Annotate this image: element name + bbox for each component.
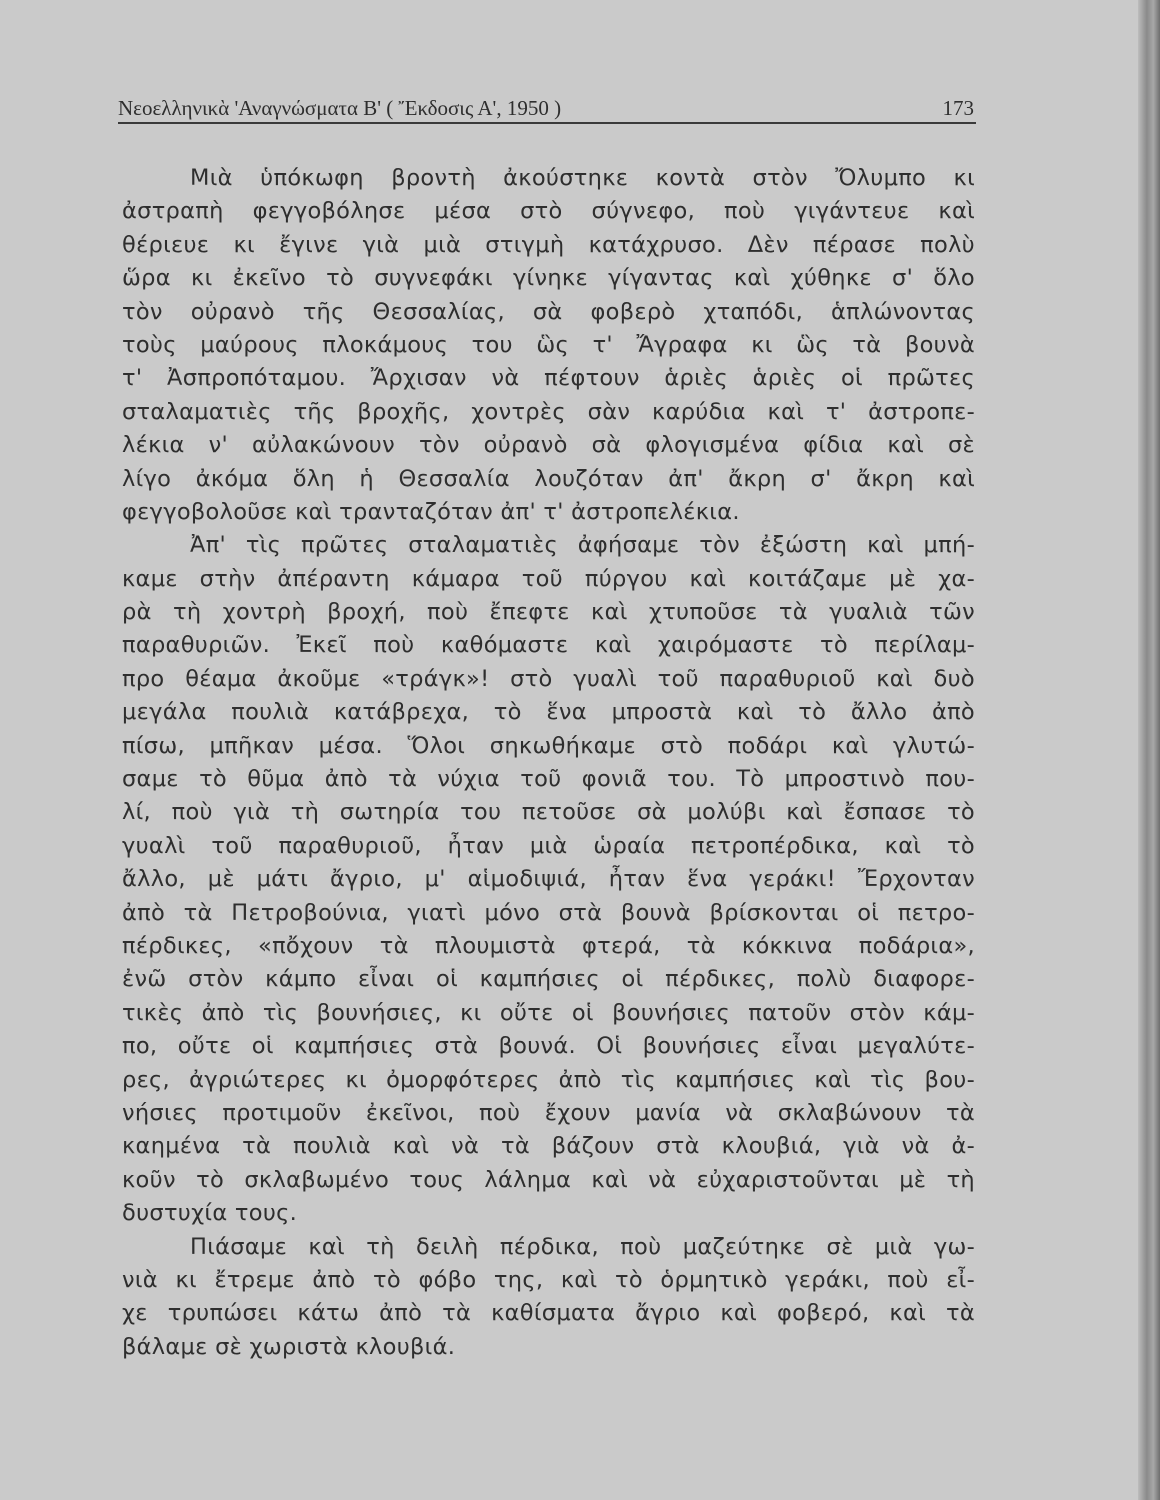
paragraph [122,162,975,529]
text-line: πο, οὔτε οἱ καμπήσιες στὰ βουνά. Οἱ βουνήσιες εἶναι μεγαλύτε- [122,1033,975,1060]
text-line: καμε στὴν ἀπέραντη κάμαρα τοῦ πύργου καὶ κοιτάζαμε μὲ χα- [122,565,975,592]
text-line: μεγάλα πουλιὰ κατάβρεχα, τὸ ἕνα μπροστὰ καὶ τὸ ἄλλο ἀπὸ [122,699,975,726]
text-line: Μιὰ ὑπόκωφη βροντὴ ἀκούστηκε κοντὰ στὸν Ὄλυμπο κι [190,165,975,191]
text-line: ρὰ τὴ χοντρὴ βροχή, ποὺ ἔπεφτε καὶ χτυποῦσε τὰ γυαλιὰ τῶν [122,599,975,626]
text-line: κοῦν τὸ σκλαβωμένο τους λάλημα καὶ νὰ εὐχαριστοῦνται μὲ τὴ [122,1166,975,1193]
text-line: γυαλὶ τοῦ παραθυριοῦ, ἦταν μιὰ ὡραία πετροπέρδικα, καὶ τὸ [122,832,975,859]
running-header [118,96,976,124]
text-line: λέκια ν' αὐλακώνουν τὸν οὐρανὸ σὰ φλογισμένα φίδια καὶ σὲ [122,432,975,459]
text-line: πέρδικες, «πὄχουν τὰ πλουμιστὰ φτερά, τὰ κόκκινα ποδάρια», [122,932,975,959]
text-line: τ' Ἀσπροπόταμου. Ἄρχισαν νὰ πέφτουν ἁριὲς ἁριὲς οἱ πρῶτες [122,365,975,392]
text-line: σαμε τὸ θῦμα ἀπὸ τὰ νύχια τοῦ φονιᾶ του. Τὸ μπροστινὸ που- [122,766,975,793]
text-line: νήσιες προτιμοῦν ἐκεῖνοι, ποὺ ἔχουν μανία νὰ σκλαβώνουν τὰ [122,1099,975,1126]
text-line: τοὺς μαύρους πλοκάμους του ὣς τ' Ἄγραφα κι ὣς τὰ βουνὰ [122,331,975,358]
text-line: λί, ποὺ γιὰ τὴ σωτηρία του πετοῦσε σὰ μολύβι καὶ ἔσπασε τὸ [122,799,975,826]
text-line: ἐνῶ στὸν κάμπο εἶναι οἱ καμπήσιες οἱ πέρδικες, πολὺ διαφορε- [122,966,975,993]
text-line: Ἀπ' τὶς πρῶτες σταλαματιὲς ἀφήσαμε τὸν ἐξώστη καὶ μπή- [190,532,975,559]
text-line: τικὲς ἀπὸ τὶς βουνήσιες, κι οὔτε οἱ βουνήσιες πατοῦν στὸν κάμ- [122,999,975,1026]
text-line: ἀπὸ τὰ Πετροβούνια, γιατὶ μόνο στὰ βουνὰ βρίσκονται οἱ πετρο- [122,899,975,926]
text-line: προ θέαμα ἀκοῦμε «τράγκ»! στὸ γυαλὶ τοῦ παραθυριοῦ καὶ δυὸ [122,665,975,692]
text-line: βάλαμε σὲ χωριστὰ κλουβιά. [122,1333,456,1360]
paragraph [122,529,975,1230]
text-line: τὸν οὐρανὸ τῆς Θεσσαλίας, σὰ φοβερὸ χταπόδι, ἁπλώνοντας [122,298,975,325]
text-line: δυστυχία τους. [122,1200,298,1227]
text-line: καημένα τὰ πουλιὰ καὶ νὰ τὰ βάζουν στὰ κλουβιά, γιὰ νὰ ἀ- [122,1133,975,1160]
text-line: ὥρα κι ἐκεῖνο τὸ συγνεφάκι γίνηκε γίγαντας καὶ χύθηκε σ' ὅλο [122,265,975,292]
text-line: θέριευε κι ἔγινε γιὰ μιὰ στιγμὴ κατάχρυσο. Δὲν πέρασε πολὺ [122,231,975,258]
header-title: Νεοελληνικὰ 'Αναγνώσματα Β' ( Ἔκδοσις Α', 1950 ) [118,96,562,120]
text-line: ἄλλο, μὲ μάτι ἄγριο, μ' αἱμοδιψιά, ἦταν ἕνα γεράκι! Ἔρχονταν [122,866,975,893]
text-line: πίσω, μπῆκαν μέσα. Ὅλοι σηκωθήκαμε στὸ ποδάρι καὶ γλυτώ- [122,732,975,759]
page-number: 173 [942,96,974,120]
text-line: φεγγοβολοῦσε καὶ τρανταζόταν ἀπ' τ' ἀστροπελέκια. [122,498,740,525]
text-line: σταλαματιὲς τῆς βροχῆς, χοντρὲς σὰν καρύδια καὶ τ' ἀστροπε- [122,398,975,425]
text-line: Πιάσαμε καὶ τὴ δειλὴ πέρδικα, ποὺ μαζεύτηκε σὲ μιὰ γω- [190,1233,975,1260]
text-line: νιὰ κι ἔτρεμε ἀπὸ τὸ φόβο της, καὶ τὸ ὁρμητικὸ γεράκι, ποὺ εἶ- [122,1266,975,1293]
text-line: χε τρυπώσει κάτω ἀπὸ τὰ καθίσματα ἄγριο καὶ φοβερό, καὶ τὰ [122,1300,975,1327]
text-line: ἀστραπὴ φεγγοβόλησε μέσα στὸ σύγνεφο, ποὺ γιγάντευε καὶ [122,198,975,225]
text-line: λίγο ἀκόμα ὅλη ἡ Θεσσαλία λουζόταν ἀπ' ἄκρη σ' ἄκρη καὶ [122,465,975,492]
page-edge [1138,0,1160,1500]
text-line: ρες, ἀγριώτερες κι ὀμορφότερες ἀπὸ τὶς καμπήσιες καὶ τὶς βου- [122,1066,975,1093]
text-line: παραθυριῶν. Ἐκεῖ ποὺ καθόμαστε καὶ χαιρόμαστε τὸ περίλαμ- [122,632,975,659]
paragraph [122,1231,975,1365]
page-body [122,162,975,1364]
